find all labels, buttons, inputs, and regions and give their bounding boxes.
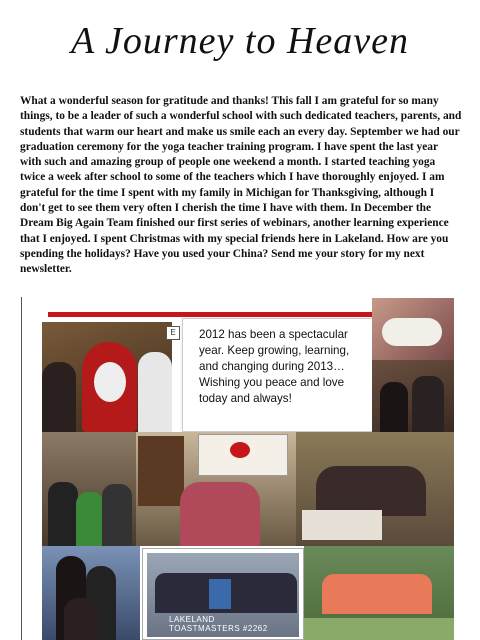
photo-meeting-room <box>147 553 299 637</box>
photo-cats <box>372 298 454 360</box>
photo-figure-adult <box>48 482 78 546</box>
photo-figure-woman <box>42 362 76 432</box>
school-seal-icon <box>230 442 250 458</box>
photo-people-group <box>316 466 426 516</box>
red-accent-bar <box>48 312 372 317</box>
photo-students-group <box>180 482 260 546</box>
toastmasters-caption-line2: TOASTMASTERS #2262 <box>169 624 268 633</box>
photo-collage <box>42 298 454 640</box>
newsletter-body: What a wonderful season for gratitude and thanks! This fall I am grateful for so many things, to be a leader of such a wonderful school with such dedicated teachers, parents, and students that warm our heart and make us smile each an every day. September we had our graduation ceremony for the yoga teacher training program. I have spent the last year with such and amazing group of people one weekend a month. I started teaching yoga twice a week after school to some of the teachers which I have thoroughly enjoyed. I am grateful for the time I spent with my family in Michigan for Thanksgiving, although I don't get to see them very often I cherish the time I have with them. In December the Dream Big Again Team finished our first series of webinars, another learning experience that I enjoyed. I spent Christmas with my special friends here in Lakeland. How are you spending the holidays? Have you used your China? Send me your story for my next newsletter. <box>20 95 462 276</box>
photo-figure-cat <box>382 318 442 346</box>
photo-yoga-poses <box>322 574 432 614</box>
message-card <box>182 318 374 432</box>
photo-figure-santa-beard <box>94 362 126 402</box>
photo-figure-child <box>102 484 132 546</box>
photo-figure-man <box>138 352 172 432</box>
photo-figure-costume-child <box>76 492 104 546</box>
photo-grass <box>304 618 454 640</box>
toastmasters-caption-line1: LAKELAND <box>169 615 215 624</box>
photo-podium <box>209 579 231 609</box>
photo-yoga-group <box>304 546 454 640</box>
photo-school-classroom <box>136 432 296 546</box>
corner-badge: E <box>166 326 180 340</box>
left-rule <box>21 297 22 640</box>
photo-figure-woman <box>64 598 98 640</box>
photo-costume-kids <box>42 432 136 546</box>
photo-desk <box>302 510 382 540</box>
photo-figure-man <box>412 376 444 432</box>
photo-santa-christmas <box>42 322 172 432</box>
photo-office-group <box>296 432 454 546</box>
photo-three-women <box>42 546 140 640</box>
toastmasters-caption <box>169 615 268 633</box>
photo-figure-woman <box>380 382 408 432</box>
photo-toastmasters <box>142 548 304 640</box>
photo-couple <box>372 360 454 432</box>
newsletter-title: A Journey to Heaven <box>70 20 409 62</box>
photo-bookshelf <box>138 436 184 506</box>
holiday-message: 2012 has been a spectacular year. Keep growing, learning, and changing during 2013… Wishing you peace and love today and always! <box>199 328 350 405</box>
